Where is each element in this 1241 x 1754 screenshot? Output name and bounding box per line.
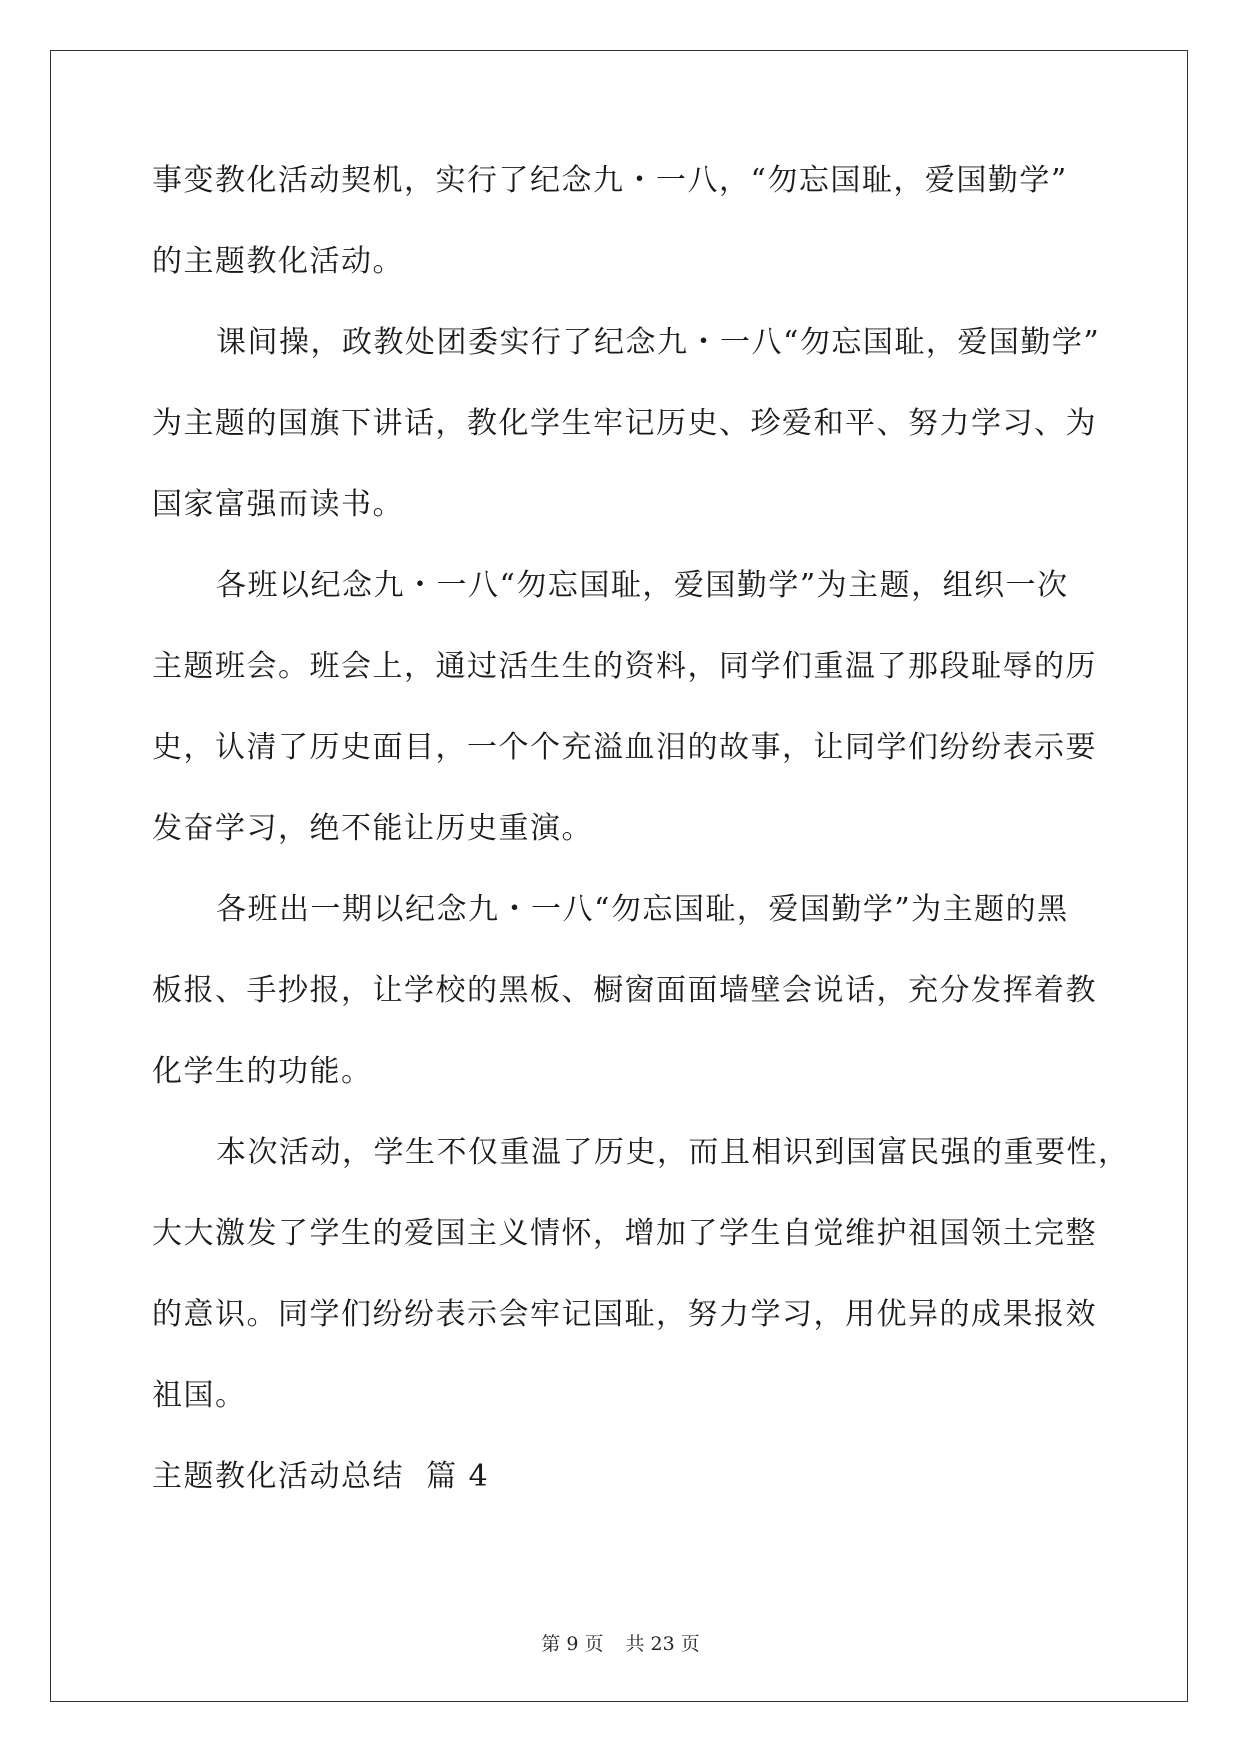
page-total: 共 23 页 [625,1633,700,1655]
text-line: 本次活动，学生不仅重温了历史，而且相识到国富民强的重要性， [216,1135,1130,1170]
text-line: 板报、手抄报，让学校的黑板、橱窗面面墙壁会说话，充分发挥着教 [152,973,1097,1008]
text-line: 发奋学习，绝不能让历史重演。 [152,811,593,846]
paragraph [152,1132,1130,1416]
text-line: 史，认清了历史面目，一个个充溢血泪的故事，让同学们纷纷表示要 [152,730,1097,765]
text-line: 祖国。 [152,1378,247,1413]
paragraph [152,160,1092,282]
text-line: 的主题教化活动。 [152,244,404,279]
text-line: 国家富强而读书。 [152,487,404,522]
text-line: 的意识。同学们纷纷表示会牢记国耻，努力学习，用优异的成果报效 [152,1297,1097,1332]
text-line: 化学生的功能。 [152,1054,373,1089]
text-line: 事变教化活动契机，实行了纪念九・一八，“勿忘国耻，爱国勤学” [152,163,1068,198]
page-number: 第 9 页 [541,1633,604,1655]
section-heading: 主题教化活动总结 篇 4 [152,1459,490,1494]
text-line: 各班出一期以纪念九・一八“勿忘国耻，爱国勤学”为主题的黑 [216,892,1069,927]
text-line: 为主题的国旗下讲话，教化学生牢记历史、珍爱和平、努力学习、为 [152,406,1097,441]
paragraph [152,565,1097,849]
text-line: 课间操，政教处团委实行了纪念九・一八“勿忘国耻，爱国勤学” [216,325,1101,360]
text-line: 主题班会。班会上，通过活生生的资料，同学们重温了那段耻辱的历 [152,649,1097,684]
text-line: 大大激发了学生的爱国主义情怀，增加了学生自觉维护祖国领土完整 [152,1216,1097,1251]
page-footer [0,1632,1241,1656]
paragraph [152,322,1101,525]
document-body [152,160,1130,1497]
paragraph [152,889,1097,1092]
text-line: 各班以纪念九・一八“勿忘国耻，爱国勤学”为主题，组织一次 [216,568,1069,603]
